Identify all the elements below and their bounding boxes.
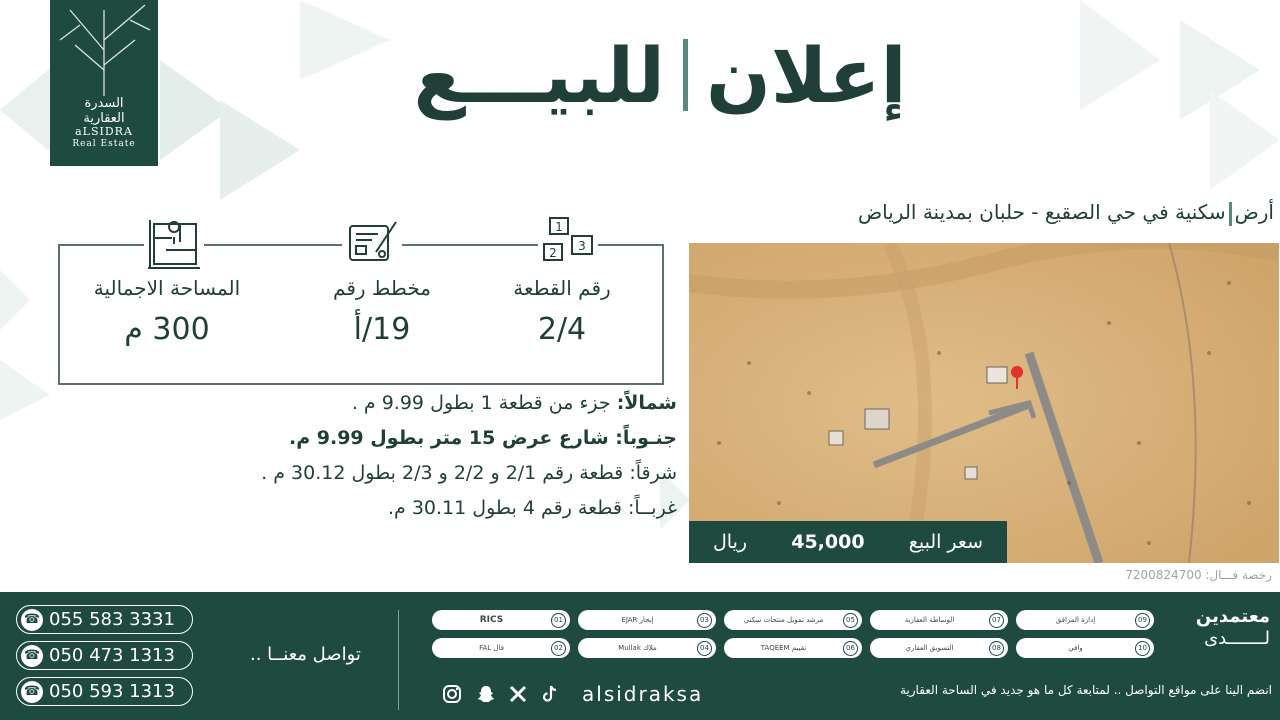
join-social-text: انضم الينا على مواقع التواصل .. لمتابعة كل ما هو جديد في الساحة العقارية — [899, 683, 1272, 697]
satellite-map — [689, 243, 1279, 563]
logo-en-line2: Real Estate — [72, 139, 136, 149]
title-divider — [683, 39, 688, 111]
phone-number-1[interactable] — [16, 605, 193, 634]
square-digit-2: 2 — [549, 246, 557, 260]
cert-badge-03 — [578, 610, 716, 630]
cert-badge-10 — [1016, 638, 1154, 658]
cert-name: التسويق العقاري — [905, 644, 954, 652]
price-value: 45,000 — [791, 531, 865, 553]
logo-en-line1: aLSIDRA — [75, 125, 133, 138]
cert-name: الوساطة العقارية — [904, 616, 955, 624]
headline-text: سكنية في حي الصقيع - حلبان بمدينة الرياض — [857, 200, 1226, 224]
tiktok-icon[interactable] — [538, 682, 562, 706]
title-part2: للبيـــع — [413, 30, 665, 120]
boundary-east-dir: شرقاً: — [629, 462, 677, 484]
phone-icon: ☎ — [21, 681, 43, 703]
logo-ar-line1: السدرة — [84, 96, 124, 111]
cert-num: 10 — [1135, 641, 1150, 656]
headline-divider — [1229, 202, 1232, 226]
cert-badge-05 — [724, 610, 862, 630]
logo-english-text — [50, 126, 158, 150]
brand-logo — [50, 0, 158, 166]
phone-icon: ☎ — [21, 645, 43, 667]
cert-name: RICS — [479, 615, 504, 625]
boundary-east-text: قطعة رقم 2/1 و 2/2 و 2/3 بطول 30.12 م . — [261, 462, 630, 484]
cert-name: مرشد تمويل منتجات سكني — [743, 616, 824, 624]
title-part1: إعلان — [705, 30, 907, 120]
plan-number-value: 19/أ — [353, 312, 411, 347]
social-handle[interactable]: alsidraksa — [582, 682, 704, 706]
cert-badge-06 — [724, 638, 862, 658]
instagram-icon[interactable] — [440, 682, 464, 706]
property-boundaries — [190, 386, 677, 526]
plot-number-value: 2/4 — [537, 312, 587, 347]
tree-logo-icon — [50, 0, 158, 96]
boundary-east — [190, 456, 677, 491]
phone-number-3-text: 050 593 1313 — [49, 681, 175, 702]
cert-name: إيجار EJAR — [621, 616, 654, 624]
cert-num: 06 — [843, 641, 858, 656]
cert-name: إدارة المرافق — [1055, 616, 1096, 624]
plan-number-label: مخطط رقم — [333, 276, 431, 300]
phone-number-2[interactable] — [16, 641, 193, 670]
cert-name: تقييم TAQEEM — [760, 644, 807, 652]
boundary-north-text: جزء من قطعة 1 بطول 9.99 م . — [351, 392, 617, 414]
cert-num: 01 — [551, 613, 566, 628]
area-value: 300 م — [124, 312, 210, 347]
accredited-line1: معتمدين — [1195, 606, 1270, 627]
cert-num: 08 — [989, 641, 1004, 656]
cert-name: ملاك Mullak — [618, 644, 657, 652]
price-currency: ريال — [713, 531, 748, 553]
page-title — [400, 20, 920, 130]
phone-number-1-text: 055 583 3331 — [49, 609, 175, 630]
cert-num: 07 — [989, 613, 1004, 628]
square-digit-1: 1 — [555, 220, 563, 234]
cert-badge-08 — [870, 638, 1008, 658]
map-image — [689, 243, 1279, 563]
x-icon[interactable] — [506, 682, 530, 706]
boundary-north-dir: شمالاً: — [616, 392, 677, 414]
headline-prefix: أرض — [1234, 200, 1274, 224]
square-digit-3: 3 — [578, 239, 586, 253]
cert-num: 03 — [697, 613, 712, 628]
logo-arabic-text — [50, 96, 158, 126]
cert-num: 02 — [551, 641, 566, 656]
price-bar — [689, 521, 1007, 563]
cert-badge-09 — [1016, 610, 1154, 630]
price-label: سعر البيع — [908, 531, 983, 553]
contact-label: تواصل معنــا .. — [250, 644, 361, 665]
phone-number-3[interactable] — [16, 677, 193, 706]
numbered-squares-icon — [538, 214, 598, 266]
boundary-west — [190, 491, 677, 526]
phone-icon: ☎ — [21, 609, 43, 631]
boundary-west-text: قطعة رقم 4 بطول 30.11 م. — [388, 497, 628, 519]
cert-badge-07 — [870, 610, 1008, 630]
cert-badge-04 — [578, 638, 716, 658]
boundary-south-text: شارع عرض 15 متر بطول 9.99 م. — [288, 427, 616, 449]
boundary-south-dir: جنـوباً: — [615, 427, 677, 449]
blueprint-pen-icon — [342, 218, 402, 268]
phone-number-2-text: 050 473 1313 — [49, 645, 175, 666]
cert-badge-01 — [432, 610, 570, 630]
cert-num: 04 — [697, 641, 712, 656]
cert-name: وافي — [1068, 644, 1083, 652]
boundary-south — [190, 421, 677, 456]
logo-ar-line2: العقارية — [83, 111, 125, 126]
accredited-title — [1160, 606, 1270, 650]
area-label: المساحة الاجمالية — [93, 276, 241, 300]
boundary-west-dir: غربــاً: — [627, 497, 677, 519]
snapchat-icon[interactable] — [474, 682, 498, 706]
accredited-line2: لـــــــدى — [1204, 628, 1270, 649]
license-number: رخصة فـــال: 7200824700 — [1125, 568, 1272, 582]
cert-name: فال FAL — [479, 644, 504, 652]
cert-num: 09 — [1135, 613, 1150, 628]
boundary-north — [190, 386, 677, 421]
property-headline — [690, 200, 1274, 226]
footer-divider — [398, 610, 399, 710]
plot-number-label: رقم القطعة — [513, 276, 611, 300]
site-plan-location-icon — [144, 216, 204, 272]
cert-num: 05 — [843, 613, 858, 628]
cert-badge-02 — [432, 638, 570, 658]
